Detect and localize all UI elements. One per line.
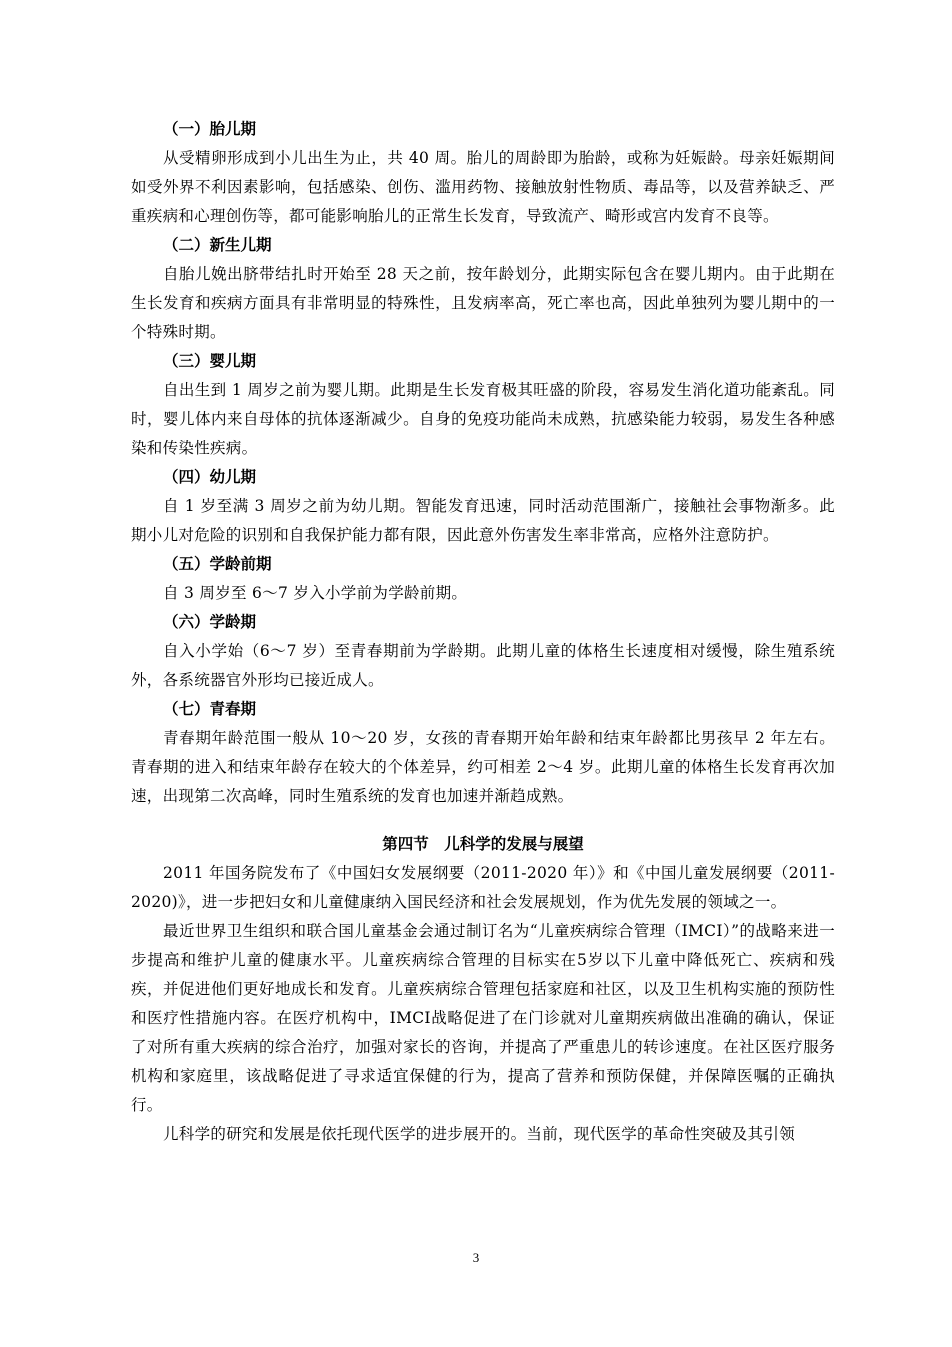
heading-neonatal-period: （二）新生儿期 <box>163 236 272 254</box>
page-content <box>131 115 835 1149</box>
paragraph: 2011 年国务院发布了《中国妇女发展纲要（2011-2020 年）》和《中国儿童发展纲要（2011-2020)》，进一步把妇女和儿童健康纳入国民经济和社会发展规划，作为优先发展的领域之一。 <box>131 864 835 911</box>
paragraph: 儿科学的研究和发展是依托现代医学的进步展开的。当前，现代医学的革命性突破及其引领 <box>163 1125 796 1143</box>
page-number: 3 <box>472 1250 480 1265</box>
section-infancy <box>131 347 835 463</box>
paragraph: 自 3 周岁至 6～7 岁入小学前为学龄前期。 <box>163 584 468 602</box>
section-title: 第四节 儿科学的发展与展望 <box>382 835 584 853</box>
paragraph: 自 1 岁至满 3 周岁之前为幼儿期。智能发育迅速，同时活动范围渐广，接触社会事物渐多。此期小儿对危险的识别和自我保护能力都有限，因此意外伤害发生率非常高，应格外注意防护。 <box>131 497 835 544</box>
paragraph: 自胎儿娩出脐带结扎时开始至 28 天之前，按年龄划分，此期实际包含在婴儿期内。由于此期在生长发育和疾病方面具有非常明显的特殊性，且发病率高，死亡率也高，因此单独列为婴儿期中的一个特殊时期。 <box>131 265 835 341</box>
paragraph: 青春期年龄范围一般从 10～20 岁，女孩的青春期开始年龄和结束年龄都比男孩早 2 年左右。青春期的进入和结束年龄存在较大的个体差异，约可相差 2～4 岁。此期儿童的体格生长发育再次加速，出现第二次高峰，同时生殖系统的发育也加速并渐趋成熟。 <box>131 729 835 805</box>
heading-preschool-period: （五）学龄前期 <box>163 555 272 573</box>
section-school-age-period <box>131 608 835 695</box>
section-neonatal-period <box>131 231 835 347</box>
section-toddler-period <box>131 463 835 550</box>
heading-toddler-period: （四）幼儿期 <box>163 468 257 486</box>
heading-adolescence: （七）青春期 <box>163 700 257 718</box>
paragraph: 自入小学始（6～7 岁）至青春期前为学龄期。此期儿童的体格生长速度相对缓慢，除生殖系统外，各系统器官外形均已接近成人。 <box>131 642 835 689</box>
heading-school-age-period: （六）学龄期 <box>163 613 257 631</box>
section-preschool-period <box>131 550 835 608</box>
section-four <box>131 830 835 1149</box>
heading-infancy: （三）婴儿期 <box>163 352 257 370</box>
section-adolescence <box>131 695 835 811</box>
paragraph: 最近世界卫生组织和联合国儿童基金会通过制订名为“儿童疾病综合管理（IMCI）”的战略来进一步提高和维护儿童的健康水平。儿童疾病综合管理的目标实在5岁以下儿童中降低死亡、疾病和残疾，并促进他们更好地成长和发育。儿童疾病综合管理包括家庭和社区，以及卫生机构实施的预防性和医疗性措施内容。在医疗机构中，IMCI战略促进了在门诊就对儿童期疾病做出准确的确认，保证了对所有重大疾病的综合治疗，加强对家长的咨询，并提高了严重患儿的转诊速度。在社区医疗服务机构和家庭里，该战略促进了寻求适宜保健的行为，提高了营养和预防保健，并保障医嘱的正确执行。 <box>131 922 835 1114</box>
heading-fetal-period: （一）胎儿期 <box>163 120 257 138</box>
paragraph: 从受精卵形成到小儿出生为止，共 40 周。胎儿的周龄即为胎龄，或称为妊娠龄。母亲妊娠期间如受外界不利因素影响，包括感染、创伤、滥用药物、接触放射性物质、毒品等，以及营养缺乏、严重疾病和心理创伤等，都可能影响胎儿的正常生长发育，导致流产、畸形或宫内发育不良等。 <box>131 149 835 225</box>
paragraph: 自出生到 1 周岁之前为婴儿期。此期是生长发育极其旺盛的阶段，容易发生消化道功能紊乱。同时，婴儿体内来自母体的抗体逐渐减少。自身的免疫功能尚未成熟，抗感染能力较弱，易发生各种感染和传染性疾病。 <box>131 381 835 457</box>
section-fetal-period <box>131 115 835 231</box>
